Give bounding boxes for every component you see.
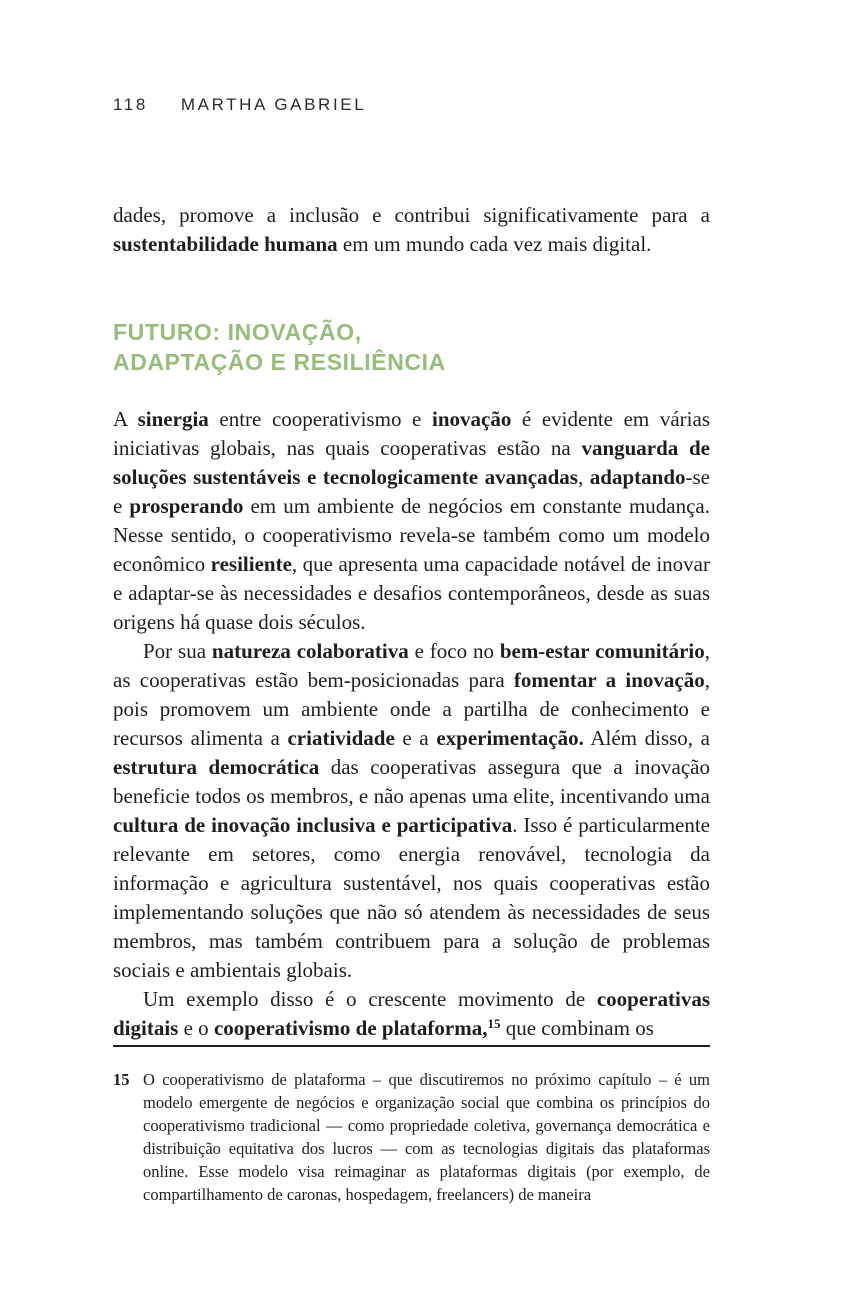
- paragraph: Um exemplo disso é o crescente movimento de cooperativas digitais e o cooperativismo de plataforma,$^{15}$ que combinam os: [113, 987, 710, 1040]
- author-name: MARTHA GABRIEL: [180, 95, 367, 114]
- section-heading-line-2: ADAPTAÇÃO E RESILIÊNCIA: [113, 349, 446, 375]
- footnote-text: O cooperativismo de plataforma – que discutiremos no próximo capítulo – é um modelo emergente de negócios e organização social que combina os princípios do cooperativismo tradicional — como propriedade coletiva, governança democrática e distribuição equitativa dos lucros — com as tecnologias digitais das plataformas online. Esse modelo visa reimaginar as plataformas digitais (por exemplo, de compartilhamento de caronas, hospedagem, freelancers) de maneira: [143, 1070, 710, 1204]
- paragraph: Por sua natureza colaborativa e foco no bem-estar comunitário, as cooperativas estão bem-posicionadas para fomentar a inovação, pois promovem um ambiente onde a partilha de conhecimento e recursos alimenta a criatividade e a experimentação. Além disso, a estrutura democrática das cooperativas assegura que a inovação beneficie todos os membros, e não apenas uma elite, incentivando uma cultura de inovação inclusiva e participativa. Isso é particularmente relevante em setores, como energia renovável, tecnologia da informação e agricultura sustentável, nos quais cooperativas estão implementando soluções que não só atendem às necessidades de seus membros, mas também contribuem para a solução de problemas sociais e ambientais globais.: [113, 639, 710, 982]
- section-heading-line-1: FUTURO: INOVAÇÃO,: [113, 319, 362, 345]
- running-header: [113, 95, 710, 115]
- paragraph: A sinergia entre cooperativismo e inovação é evidente em várias iniciativas globais, nas quais cooperativas estão na vanguarda de soluções sustentáveis e tecnologicamente avançadas, adaptando-se e prosperando em um ambiente de negócios em constante mudança. Nesse sentido, o cooperativismo revela-se também como um modelo econômico resiliente, que apresenta uma capacidade notável de inovar e adaptar-se às necessidades e desafios contemporâneos, desde as suas origens há quase dois séculos.: [113, 407, 711, 634]
- paragraph-continuation: dades, promove a inclusão e contribui significativamente para a sustentabilidade humana em um mundo cada vez mais digital.: [113, 203, 710, 256]
- book-page: [113, 0, 710, 1206]
- footnote-number: 15: [113, 1070, 130, 1089]
- footnote: [113, 1068, 710, 1206]
- section-heading: [113, 317, 710, 377]
- footnote-divider: [113, 1045, 710, 1047]
- page-number: 118: [113, 95, 148, 114]
